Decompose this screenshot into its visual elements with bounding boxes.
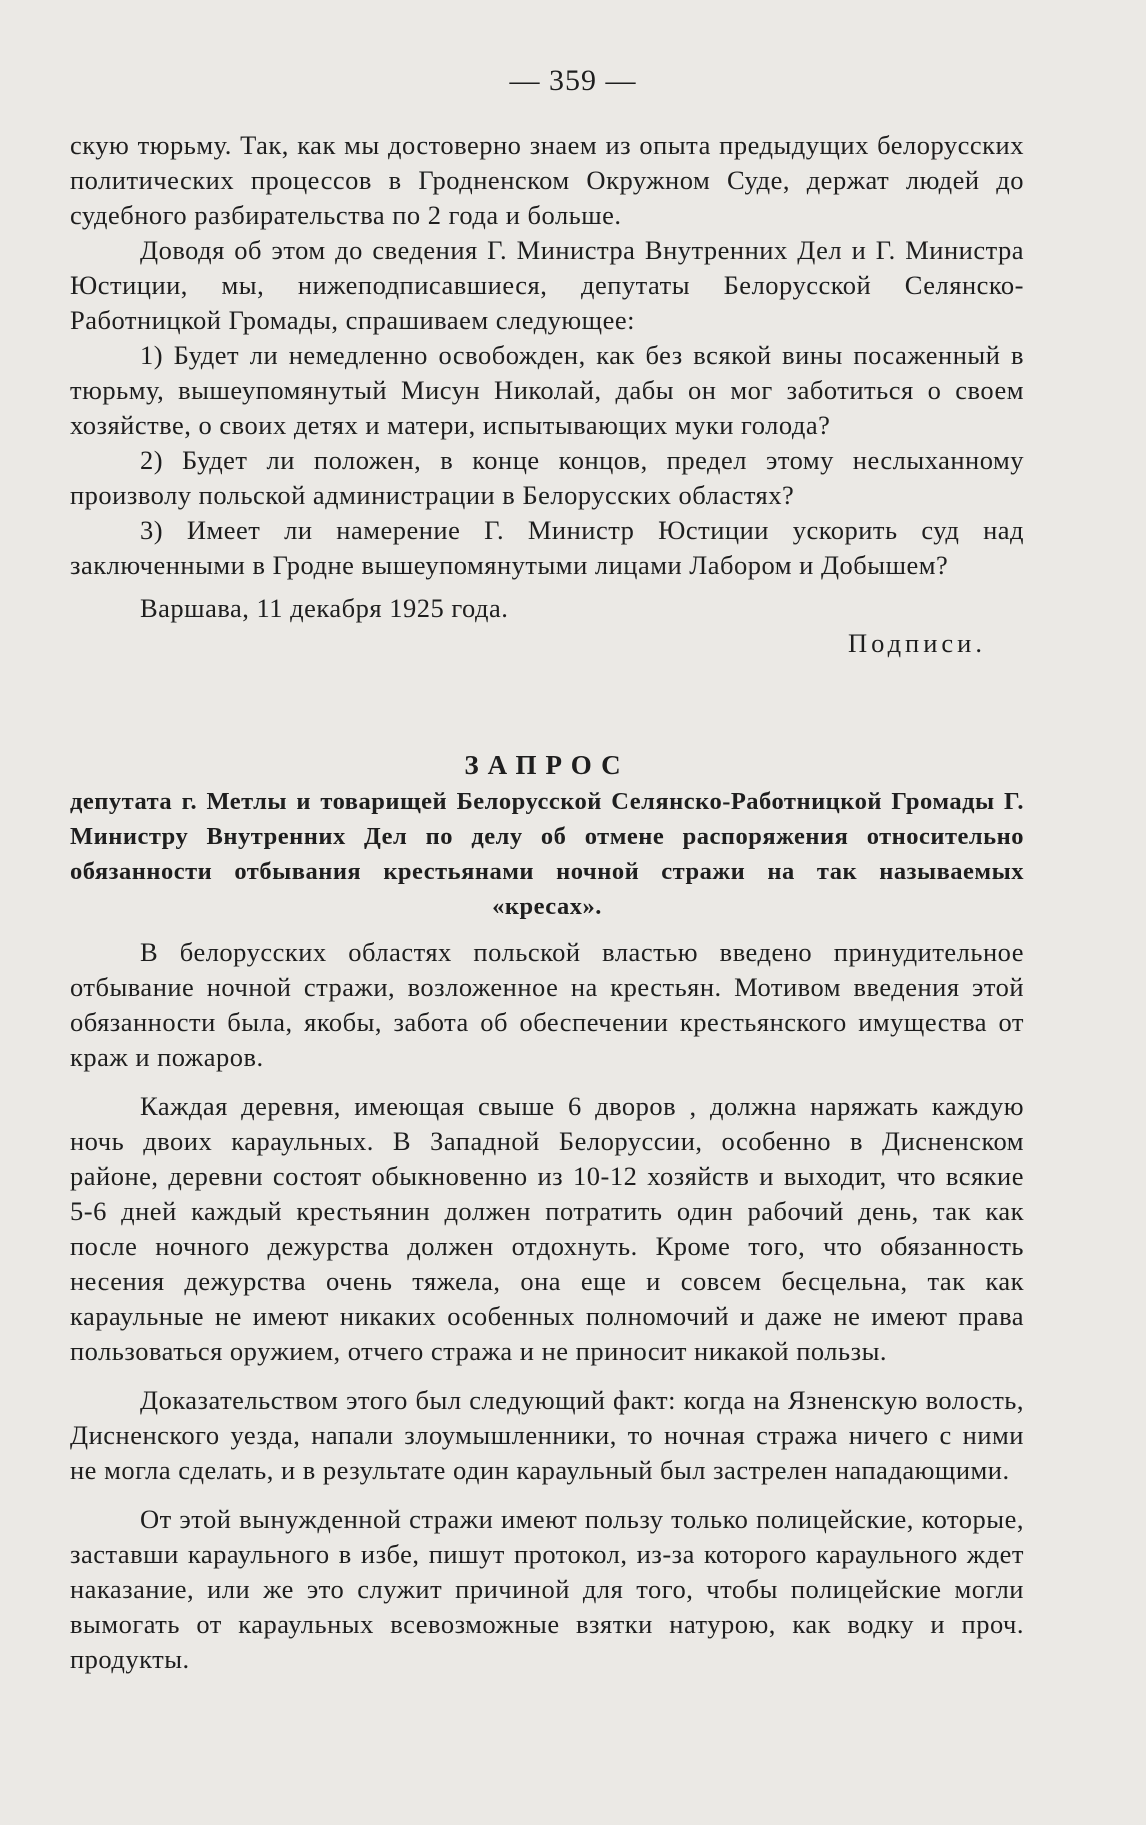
question-2: 2) Будет ли положен, в конце концов, предел этому неслыханному произволу польской администрации в Белорусских областях?	[70, 445, 1024, 510]
inquiry-subtitle: депутата г. Метлы и товарищей Белорусской Селянско-Работницкой Громады Г. Министру Внутренних Дел по делу об отмене распоряжения относительно обязанности отбывания крестьянами ночной стражи на так называемых «кресах».	[70, 788, 1024, 920]
inquiry-body	[70, 935, 1024, 1677]
intro-paragraph: Доводя об этом до сведения Г. Министра Внутренних Дел и Г. Министра Юстиции, мы, нижеподписавшиеся, депутаты Белорусской Селянско-Работницкой Громады, спрашиваем следующее:	[70, 235, 1024, 335]
body-paragraph-4: От этой вынужденной стражи имеют пользу только полицейские, которые, заставши караульного в избе, пишут протокол, из-за которого караульного ждет наказание, или же это служит причиной для того, чтобы полицейские могли вымогать от караульных всевозможные взятки натурою, как водку и проч. продукты.	[70, 1504, 1024, 1674]
body-paragraph-3: Доказательством этого был следующий факт: когда на Язненскую волость, Дисненского уезда, напали злоумышленники, то ночная стража ничего с ними не могла сделать, и в результате один караульный был застрелен нападающими.	[70, 1385, 1024, 1485]
page-number: — 359 —	[509, 64, 637, 97]
question-1: 1) Будет ли немедленно освобожден, как без всякой вины посаженный в тюрьму, вышеупомянутый Мисун Николай, дабы он мог заботиться о своем хозяйстве, о своих детях и матери, испытывающих муки голода?	[70, 340, 1024, 440]
question-3: 3) Имеет ли намерение Г. Министр Юстиции ускорить суд над заключенными в Гродне вышеупомянутыми лицами Лабором и Добышем?	[70, 515, 1024, 580]
continuation-paragraph: скую тюрьму. Так, как мы достоверно знаем из опыта предыдущих белорусских политических процессов в Гродненском Окружном Суде, держат людей до судебного разбирательства по 2 года и больше.	[70, 130, 1024, 230]
previous-inquiry-ending	[70, 128, 1024, 661]
inquiry-title: ЗАПРОС	[464, 750, 630, 780]
date-line: Варшава, 11 декабря 1925 года.	[140, 593, 509, 623]
body-paragraph-2: Каждая деревня, имеющая свыше 6 дворов , должна наряжать каждую ночь двоих караульных. В Западной Белоруссии, особенно в Дисненском районе, деревни состоят обыкновенно из 10-12 хозяйств и выходит, что всякие 5-6 дней каждый крестьянин должен потратить один рабочий день, так как после ночного дежурства должен отдохнуть. Кроме того, что обязанность несения дежурства очень тяжела, она еще и совсем бесцельна, так как караульные не имеют никаких особенных полномочий и даже не имеют права пользоваться оружием, отчего стража и не приносит никакой пользы.	[70, 1091, 1024, 1366]
body-paragraph-1: В белорусских областях польской властью введено принудительное отбывание ночной стражи, возложенное на крестьян. Мотивом введения этой обязанности была, якобы, забота об обеспечении крестьянского имущества от краж и пожаров.	[70, 937, 1024, 1072]
signatures-line: Подписи.	[847, 628, 986, 658]
